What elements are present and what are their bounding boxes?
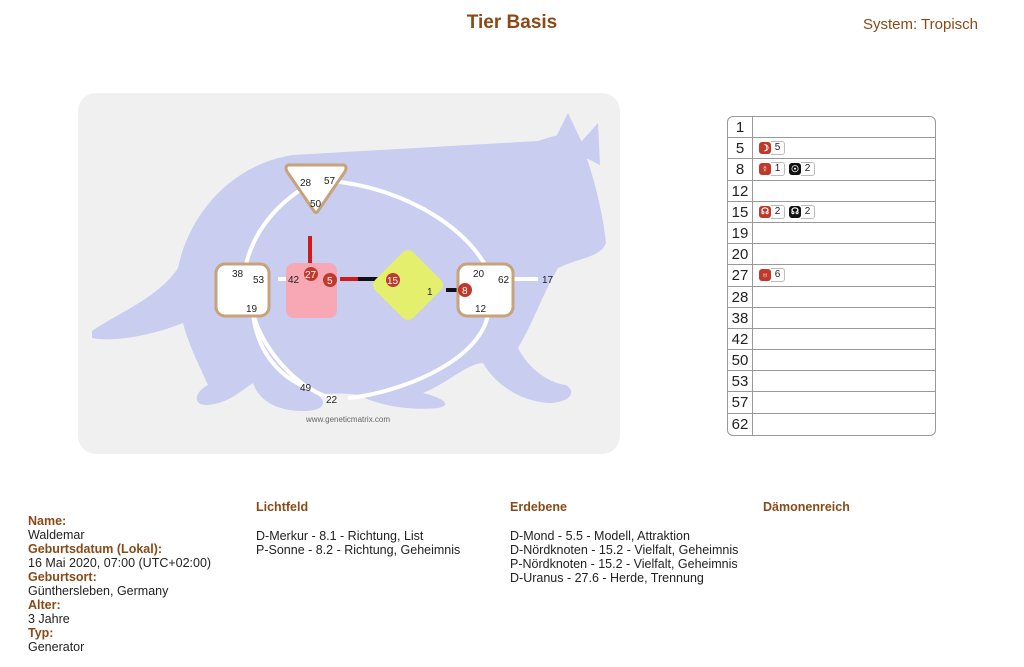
gate-number: 50	[728, 350, 753, 370]
gate-activations	[753, 414, 935, 435]
table-row	[728, 350, 935, 371]
birth-label: Geburtsdatum (Lokal):	[28, 542, 163, 556]
activation-count: 2	[771, 205, 785, 219]
activation-count: 6	[771, 268, 785, 282]
uranus-icon: ♅	[759, 269, 771, 281]
age-label: Alter:	[28, 598, 61, 612]
age-value: 3 Jahre	[28, 612, 70, 626]
gate-activations	[753, 181, 935, 201]
gate-28-label: 28	[300, 178, 312, 189]
table-row	[728, 414, 935, 435]
table-row	[728, 287, 935, 308]
gate-activations	[753, 223, 935, 243]
bodygraph-svg	[78, 93, 620, 454]
list-item: D-Uranus - 27.6 - Herde, Trennung	[510, 571, 704, 585]
gate-number: 12	[728, 181, 753, 201]
place-value: Günthersleben, Germany	[28, 584, 169, 598]
gate-number: 5	[728, 138, 753, 158]
gate-number: 62	[728, 414, 753, 435]
gate-activations	[753, 138, 935, 158]
activation-count: 2	[801, 205, 815, 219]
gate-8-label: 8	[462, 286, 468, 297]
gate-activations	[753, 117, 935, 137]
activation-chip	[759, 205, 785, 219]
page-title: Tier Basis	[466, 12, 558, 33]
table-row	[728, 392, 935, 413]
gate-38-label: 38	[232, 269, 244, 280]
erdebene-title: Erdebene	[510, 500, 567, 514]
mercury-icon: ☿	[759, 163, 771, 175]
gate-1-label: 1	[427, 287, 433, 298]
bodygraph-panel	[78, 93, 620, 454]
gate-number: 15	[728, 202, 753, 222]
gate-number: 38	[728, 308, 753, 328]
gate-19-label: 19	[246, 304, 258, 315]
erdebene-list	[510, 529, 738, 585]
gate-activations	[753, 308, 935, 328]
gate-activations	[753, 329, 935, 349]
table-row	[728, 202, 935, 223]
lichtfeld-list	[256, 529, 460, 557]
gate-57-label: 57	[324, 176, 336, 187]
table-row	[728, 159, 935, 180]
birth-value: 16 Mai 2020, 07:00 (UTC+02:00)	[28, 556, 212, 570]
table-row	[728, 265, 935, 286]
node-icon: ☊	[791, 206, 799, 217]
gate-number: 42	[728, 329, 753, 349]
gate-table	[727, 116, 936, 436]
gate-number: 28	[728, 287, 753, 307]
activation-count: 5	[771, 141, 785, 155]
activation-chip	[759, 141, 785, 155]
table-row	[728, 117, 935, 138]
gate-22-label: 22	[326, 395, 338, 406]
activation-chip	[789, 162, 815, 176]
gate-number: 27	[728, 265, 753, 285]
gate-activations	[753, 244, 935, 264]
gate-27-label: 27	[305, 270, 317, 281]
gate-53-label: 53	[253, 275, 265, 286]
gate-62-label: 62	[498, 275, 510, 286]
place-label: Geburtsort:	[28, 570, 97, 584]
activation-count: 2	[801, 162, 815, 176]
sun-icon: ☉	[790, 163, 800, 174]
list-item: P-Nördknoten - 15.2 - Vielfalt, Geheimnis	[510, 557, 738, 571]
moon-icon: ☽	[760, 142, 770, 153]
table-row	[728, 329, 935, 350]
gate-15-label: 15	[387, 276, 399, 287]
gate-number: 20	[728, 244, 753, 264]
activation-chip	[789, 205, 815, 219]
gate-50-label: 50	[310, 199, 322, 210]
table-row	[728, 223, 935, 244]
gate-activations	[753, 265, 935, 285]
table-row	[728, 138, 935, 159]
gate-activations	[753, 287, 935, 307]
name-value: Waldemar	[28, 528, 85, 542]
gate-activations	[753, 159, 935, 179]
gate-5-label: 5	[327, 276, 333, 287]
gate-number: 19	[728, 223, 753, 243]
gate-number: 8	[728, 159, 753, 179]
gate-42-label: 42	[288, 275, 300, 286]
gate-activations	[753, 371, 935, 391]
person-info	[28, 514, 211, 654]
gate-activations	[753, 350, 935, 370]
gate-activations	[753, 392, 935, 412]
watermark: www.geneticmatrix.com	[306, 415, 391, 424]
gate-activations	[753, 202, 935, 222]
table-row	[728, 244, 935, 265]
list-item: P-Sonne - 8.2 - Richtung, Geheimnis	[256, 543, 461, 557]
lichtfeld-title: Lichtfeld	[256, 500, 309, 514]
gate-49-label: 49	[300, 383, 312, 394]
gate-number: 1	[728, 117, 753, 137]
activation-count: 1	[771, 162, 785, 176]
table-row	[728, 308, 935, 329]
list-item: D-Merkur - 8.1 - Richtung, List	[256, 529, 424, 543]
table-row	[728, 371, 935, 392]
list-item: D-Nördknoten - 15.2 - Vielfalt, Geheimnis	[510, 543, 739, 557]
name-label: Name:	[28, 514, 67, 528]
gate-12-label: 12	[475, 304, 487, 315]
daemonenreich-title: Dämonenreich	[763, 500, 850, 514]
gate-17-label: 17	[542, 275, 554, 286]
type-value: Generator	[28, 640, 85, 654]
node-icon: ☊	[761, 206, 769, 217]
gate-number: 57	[728, 392, 753, 412]
type-label: Typ:	[28, 626, 54, 640]
list-item: D-Mond - 5.5 - Modell, Attraktion	[510, 529, 690, 543]
activation-chip	[759, 162, 785, 176]
system-label: System: Tropisch	[862, 16, 978, 33]
gate-number: 53	[728, 371, 753, 391]
table-row	[728, 181, 935, 202]
gate-20-label: 20	[473, 269, 485, 280]
activation-chip	[759, 268, 785, 282]
cat-silhouette	[92, 113, 606, 411]
